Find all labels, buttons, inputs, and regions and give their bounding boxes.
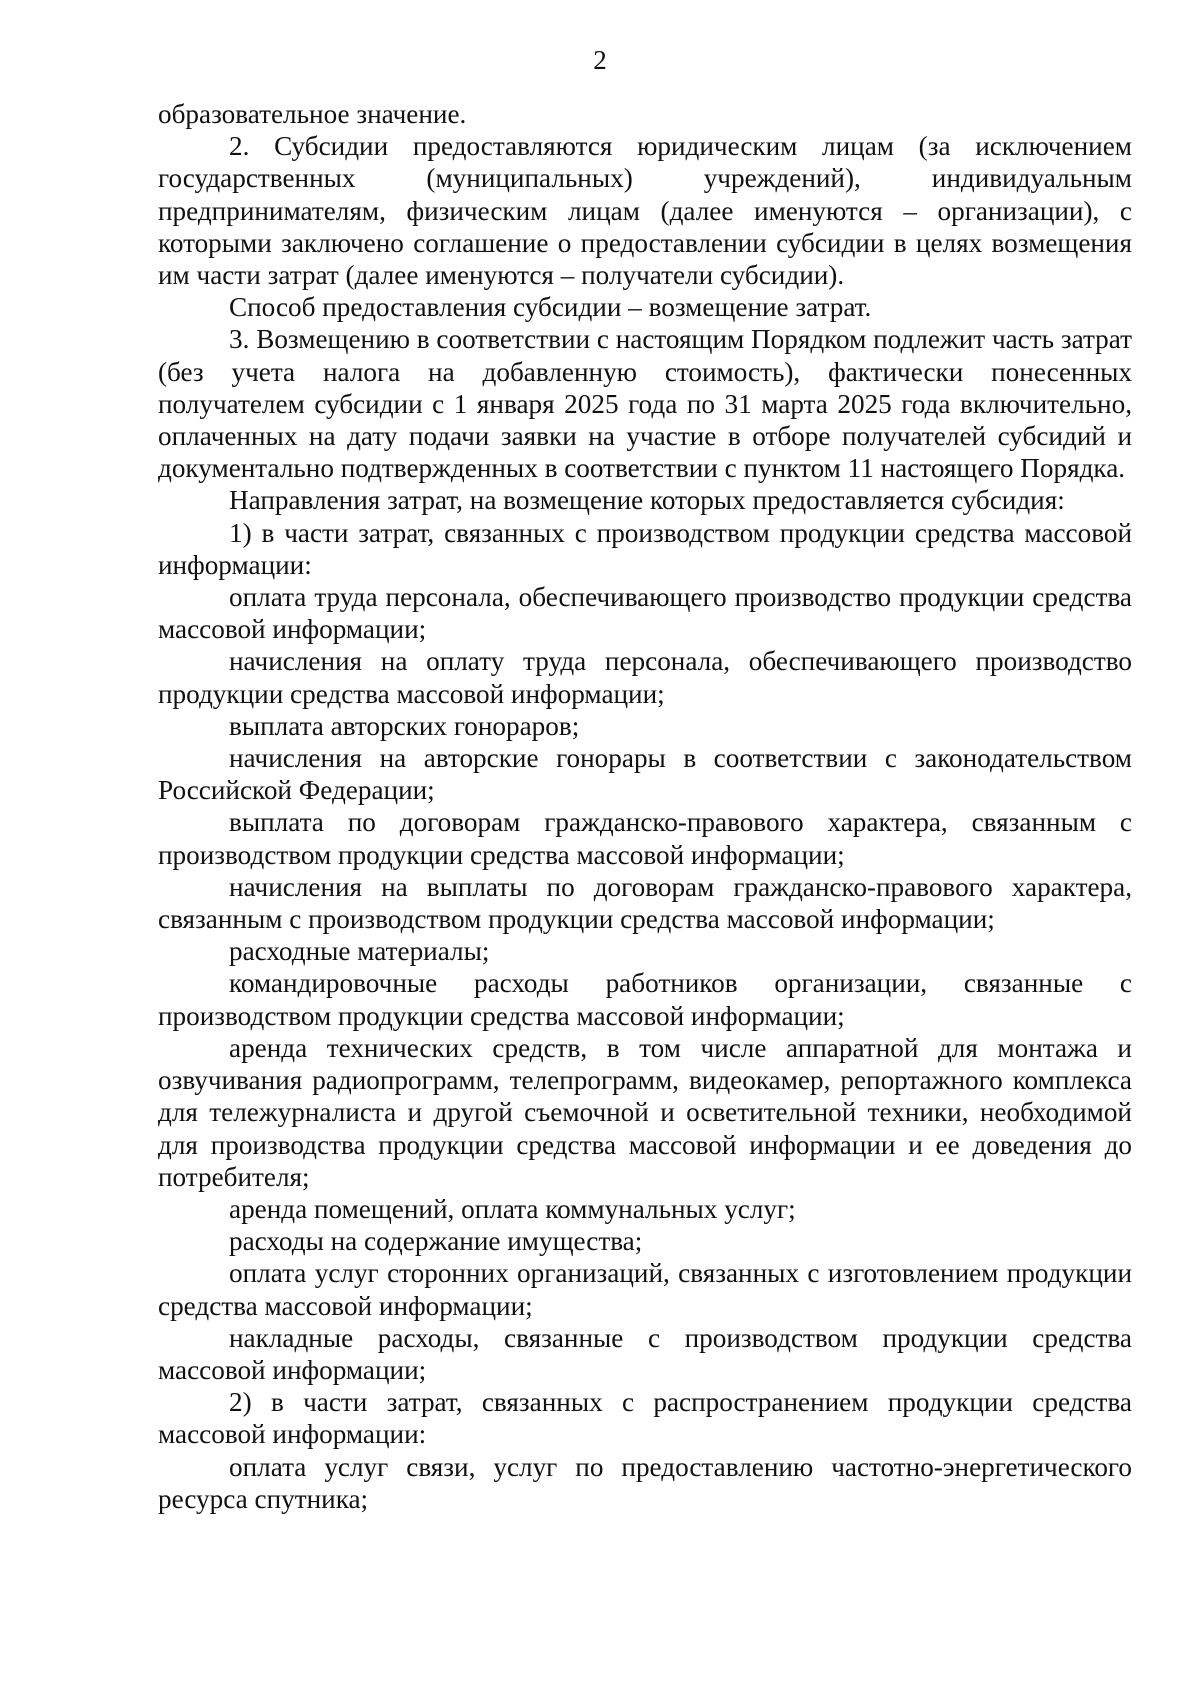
paragraph: выплата по договорам гражданско-правового характера, связанным с производством продукции средства массовой информации; [158,807,1132,870]
paragraph: аренда технических средств, в том числе аппаратной для монтажа и озвучивания радиопрограмм, телепрограмм, видеокамер, репортажного комплекса для тележурналиста и другой съемочной и осветительной техники, необходимой для производства продукции средства массовой информации и ее доведения до потребителя; [158,1032,1132,1192]
paragraph: оплата труда персонала, обеспечивающего производство продукции средства массовой информации; [158,582,1132,645]
page-number: 2 [593,45,607,75]
paragraph: начисления на выплаты по договорам гражданско-правового характера, связанным с производством продукции средства массовой информации; [158,871,1132,935]
paragraph: 2) в части затрат, связанных с распространением продукции средства массовой информации: [158,1387,1132,1450]
paragraph: аренда помещений, оплата коммунальных услуг; [229,1193,796,1224]
paragraph: командировочные расходы работников организации, связанные с производством продукции средства массовой информации; [158,968,1132,1031]
paragraph: образовательное значение. [158,99,467,129]
paragraph: расходные материалы; [229,936,490,967]
paragraph: Способ предоставления субсидии – возмещение затрат. [229,292,872,323]
paragraph: оплата услуг сторонних организаций, связанных с изготовлением продукции средства массовой информации; [158,1258,1132,1321]
paragraph: начисления на авторские гонорары в соответствии с законодательством Российской Федерации; [158,743,1132,806]
paragraph: Направления затрат, на возмещение которых предоставляется субсидия: [229,485,1065,516]
paragraph: 3. Возмещению в соответствии с настоящим Порядком подлежит часть затрат (без учета налога на добавленную стоимость), фактически понесенных получателем субсидии с 1 января 2025 года по 31 марта 2025 года включительно, оплаченных на дату подачи заявки на участие в отборе получателей субсидий и документально подтвержденных в соответствии с пунктом 11 настоящего Порядка. [158,324,1132,484]
body-text [158,98,1132,1515]
paragraph: начисления на оплату труда персонала, обеспечивающего производство продукции средства массовой информации; [158,646,1132,709]
paragraph: оплата услуг связи, услуг по предоставлению частотно-энергетического ресурса спутника; [158,1451,1132,1514]
paragraph: накладные расходы, связанные с производством продукции средства массовой информации; [158,1322,1132,1385]
paragraph: расходы на содержание имущества; [229,1226,643,1257]
paragraph: 2. Субсидии предоставляются юридическим лицам (за исключением государственных (муниципальных) учреждений), индивидуальным предпринимателям, физическим лицам (далее именуются – организации), с которыми заключено соглашение о предоставлении субсидии в целях возмещения им части затрат (далее именуются – получатели субсидии). [158,131,1132,291]
paragraph: выплата авторских гонораров; [229,710,580,741]
paragraph: 1) в части затрат, связанных с производством продукции средства массовой информации: [158,517,1132,580]
